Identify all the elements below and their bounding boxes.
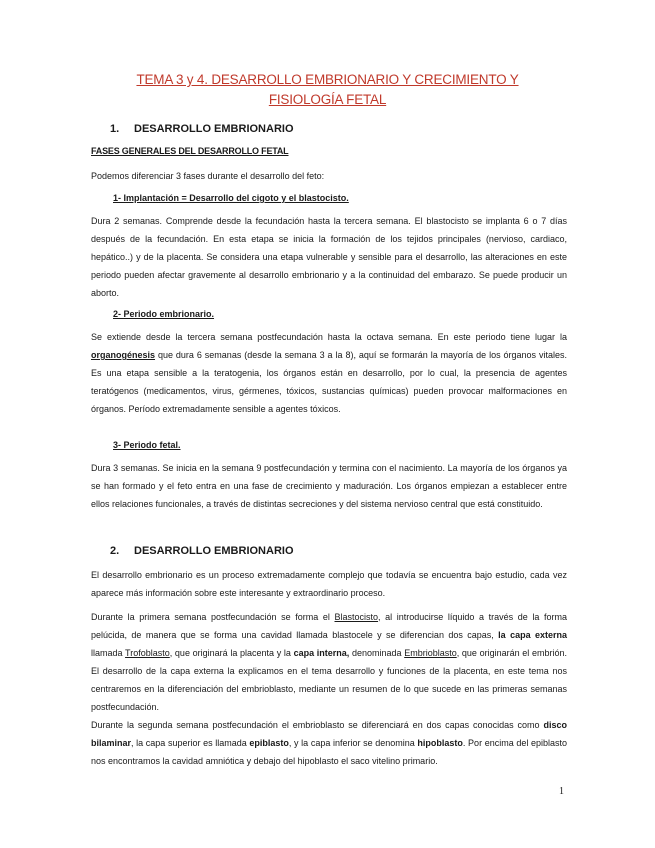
phase-2-paragraph — [91, 328, 567, 418]
phases-heading: FASES GENERALES DEL DESARROLLO FETAL — [91, 146, 289, 156]
phase-3-heading-text: 3- Periodo fetal. — [113, 440, 181, 450]
title-line-2: FISIOLOGÍA FETAL — [268, 92, 387, 107]
section-2-number: 2. — [110, 545, 120, 557]
capa-interna-term: capa interna, — [293, 648, 350, 658]
phase-1-heading — [113, 193, 349, 203]
blastocisto-term: Blastocisto — [334, 612, 379, 622]
phase-2-text-a: Se extiende desde la tercera semana postfecundación hasta la octava semana. En este periodo tiene lugar la — [91, 332, 567, 342]
phase-3-paragraph: Dura 3 semanas. Se inicia en la semana 9 postfecundación y termina con el nacimiento. La mayoría de los órganos ya se han formado y el feto entra en una fase de crecimiento y maduración. Los órganos empiezan a establecer entre ellos relaciones funcionales, a través de distintas secreciones y del sistema nervioso central que está constituido. — [91, 463, 567, 509]
phase-2-heading — [113, 309, 214, 319]
para-2-text: , que originarán el embrión. El desarrollo de la capa externa la explicamos en el tema desarrollo y funciones de la placenta, en este tema nos centraremos en la diferenciación del embrioblasto, mediante un resumen de lo que sucede en las primeras semanas postfecundación. — [91, 648, 567, 712]
para-2-text: , al introducirse líquido a través de la forma pelúcida, de manera que se forma una cavidad llamada blastocele y se diferencian dos capas, — [91, 612, 567, 640]
para-3-text: , y la capa inferior se denomina — [288, 738, 418, 748]
para-3-text: , la capa superior es llamada — [131, 738, 250, 748]
document-title — [40, 70, 615, 110]
capa-externa-term: la capa externa — [498, 630, 568, 640]
phase-1-heading-text: 1- Implantación = Desarrollo del cigoto y el blastocisto. — [113, 193, 349, 203]
para-2-text: Durante la primera semana postfecundación se forma el — [91, 612, 335, 622]
para-3-text: Durante la segunda semana postfecundación el embrioblasto se diferenciará en dos capas conocidas como — [91, 720, 544, 730]
phase-2-heading-text: 2- Periodo embrionario. — [113, 309, 215, 319]
para-3-text: . Por encima del epiblasto nos encontramos la cavidad amniótica y debajo del hipoblasto el saco vitelino primario. — [91, 738, 568, 766]
section-2-paragraph-1: El desarrollo embrionario es un proceso extremadamente complejo que todavía se encuentra bajo estudio, cada vez aparece más información sobre este interesante y extraordinario proceso. — [91, 570, 567, 598]
disco-bilaminar-term: disco bilaminar — [91, 720, 567, 748]
para-2-text: , que originará la placenta y la — [169, 648, 294, 658]
section-1-title: DESARROLLO EMBRIONARIO — [134, 123, 294, 135]
section-1-heading — [110, 123, 294, 135]
section-2-heading — [110, 545, 294, 557]
intro-text: Podemos diferenciar 3 fases durante el desarrollo del feto: — [91, 171, 325, 181]
section-2-title: DESARROLLO EMBRIONARIO — [134, 545, 294, 557]
page-number: 1 — [559, 786, 564, 797]
section-2-paragraph-2 — [91, 608, 567, 716]
phase-2-text-b: que dura 6 semanas (desde la semana 3 a la 8), aquí se formarán la mayoría de los órganos vitales. Es una etapa sensible a la teratogenia, los órganos están en desarrollo, por lo cual, la presencia de agentes teratógenos (medicamentos, virus, gérmenes, tóxicos, sustancias químicas) pueden provocar malformaciones en órganos. Período extremadamente sensible a agentes tóxicos. — [91, 350, 567, 414]
organogenesis-term: organogénesis — [91, 350, 156, 360]
para-2-text: denominada — [349, 648, 405, 658]
hipoblasto-term: hipoblasto — [417, 738, 463, 748]
section-1-number: 1. — [110, 123, 120, 135]
para-2-text: llamada — [91, 648, 126, 658]
embrioblasto-term: Embrioblasto — [404, 648, 457, 658]
section-2-paragraph-3 — [91, 716, 567, 770]
title-line-1: TEMA 3 y 4. DESARROLLO EMBRIONARIO Y CRECIMIENTO Y — [136, 72, 519, 87]
phase-3-heading — [113, 440, 181, 450]
trofoblasto-term: Trofoblasto — [125, 648, 170, 658]
epiblasto-term: epiblasto — [249, 738, 289, 748]
phase-1-paragraph: Dura 2 semanas. Comprende desde la fecundación hasta la tercera semana. El blastocisto se implanta 6 o 7 días después de la fecundación. En esta etapa se inicia la formación de los tejidos principales (nervioso, cardiaco, hepático..) y de la placenta. Se considera una etapa vulnerable y sensible para el desarrollo, las alteraciones en este periodo pueden afectar gravemente al desarrollo embrionario y a la continuidad del embarazo. Se puede producir un aborto. — [91, 216, 567, 298]
